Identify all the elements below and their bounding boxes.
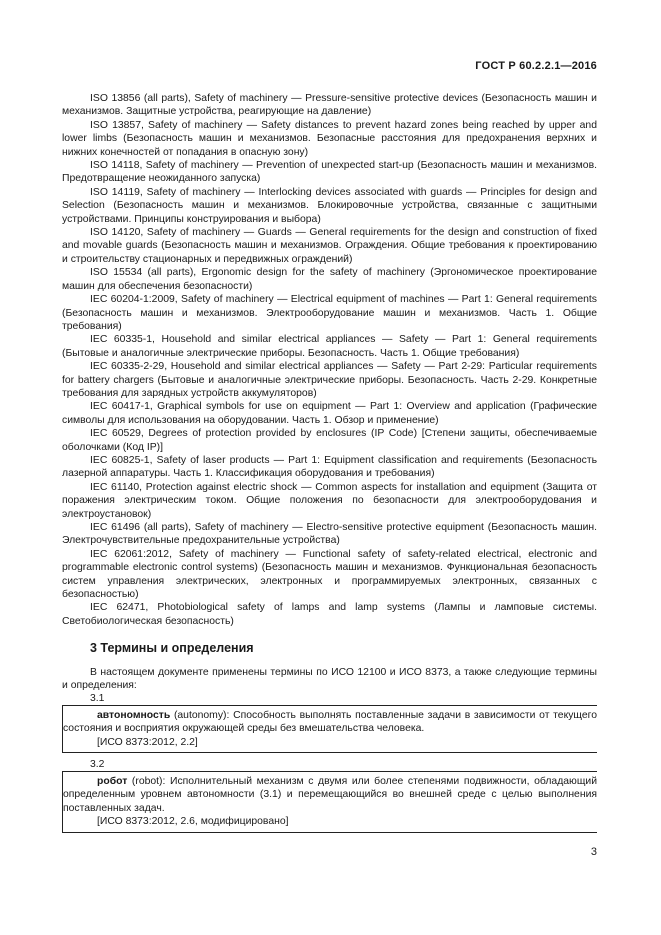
reference-item: IEC 60204-1:2009, Safety of machinery — Electrical equipment of machines — Part 1: General requirements (Безопасность машин и механизмов. Электрооборудование машин и механизмов. Часть 1. Общие требования) (62, 294, 597, 332)
term-definition (63, 709, 597, 736)
reference-item: IEC 60335-1, Household and similar electrical appliances — Safety — Part 1: General requirements (Бытовые и аналогичные электрические приборы. Безопасность. Часть 1. Общие требования) (62, 334, 597, 359)
reference-item: ISO 13857, Safety of machinery — Safety distances to prevent hazard zones being reached by upper and lower limbs (Безопасность машин и механизмов. Безопасные расстояния для предохранения верхних и нижних конечностей от попадания в опасную зону) (62, 119, 597, 158)
normative-references-list (62, 92, 597, 628)
term-name: автономность (97, 710, 171, 721)
reference-item: IEC 61140, Protection against electric shock — Common aspects for installation and equipment (Защита от поражения электрическим током. Общие положения по безопасности для электрооборудования и электроустановок) (62, 481, 597, 520)
term-definition (63, 775, 597, 815)
term-number: 3.2 (90, 759, 105, 770)
term-number: 3.1 (90, 693, 105, 704)
term-entry (62, 758, 597, 833)
reference-item: ISO 13856 (all parts), Safety of machinery — Pressure-sensitive protective devices (Безопасность машин и механизмов. Защитные устройства, реагирующие на давление) (62, 93, 597, 118)
reference-item: IEC 60825-1, Safety of laser products — Part 1: Equipment classification and requirements (Безопасность лазерной аппаратуры. Часть 1. Классификация оборудования и требования) (62, 454, 597, 480)
term-entry (62, 692, 597, 753)
reference-item: IEC 60529, Degrees of protection provided by enclosures (IP Code) [Степени защиты, обеспечиваемые оболочками (Код IP)] (62, 428, 597, 453)
reference-item: ISO 14119, Safety of machinery — Interlocking devices associated with guards — Principles for design and Selection (Безопасность машин и механизмов. Блокировочные устройства, связанные с защитными устройствами. Принципы конструирования и выбора) (62, 186, 597, 225)
section-intro (62, 666, 597, 693)
reference-item: IEC 62471, Photobiological safety of lamps and lamp systems (Лампы и ламповые системы. Светобиологическая безопасность) (62, 602, 597, 627)
reference-item: IEC 62061:2012, Safety of machinery — Functional safety of safety-related electrical, electronic and programmable electronic control systems) (Безопасность машин и механизмов. Функциональная безопасность систем управления электрических, электронных и программируемых электронных, связанных с безопасностью) (62, 548, 597, 601)
term-box (62, 771, 597, 833)
reference-item: ISO 14120, Safety of machinery — Guards — General requirements for the design and construction of fixed and movable guards (Безопасность машин и механизмов. Ограждения. Общие требования к проектированию и строительству стационарных и передвижных ограждений) (62, 227, 597, 265)
reference-item: ISO 15534 (all parts), Ergonomic design for the safety of machinery (Эргономическое проектирование машин для обеспечения безопасности) (62, 267, 597, 292)
term-definition-text: (robot): Исполнительный механизм с двумя или более степенями подвижности, обладающий определенным уровнем автономности (3.1) и перемещающийся во внешней среде с целью выполнения поставленных задач. (63, 776, 597, 814)
page-number: 3 (590, 846, 597, 858)
term-definition-text: (autonomy): Способность выполнять поставленные задачи в зависимости от текущего состояния и восприятия окружающей среды без вмешательства человека. (63, 710, 597, 735)
reference-item: IEC 60335-2-29, Household and similar electrical appliances — Safety — Part 2-29: Particular requirements for battery chargers (Бытовые и аналогичные электрические приборы. Безопасность. Часть 2-29. Конкретные требования для зарядных устройств аккумуляторов) (62, 361, 597, 399)
section-title: 3 Термины и определения (90, 641, 254, 655)
reference-item: ISO 14118, Safety of machinery — Prevention of unexpected start-up (Безопасность машин и механизмов. Предотвращение неожиданного запуска) (62, 160, 597, 185)
term-source: [ИСО 8373:2012, 2.2] (97, 736, 198, 748)
document-id: ГОСТ Р 60.2.2.1—2016 (475, 60, 597, 72)
intro-paragraph: В настоящем документе применены термины по ИСО 12100 и ИСО 8373, а также следующие термины и определения: (62, 667, 597, 692)
reference-item: IEC 60417-1, Graphical symbols for use on equipment — Part 1: Overview and application (Графические символы для использования на оборудовании. Часть 1. Обзор и применение) (62, 401, 597, 426)
reference-item: IEC 61496 (all parts), Safety of machinery — Electro-sensitive protective equipment (Безопасность машин. Электрочувствительные предохранительные устройства) (62, 522, 597, 547)
term-box (62, 705, 597, 753)
term-name: робот (97, 776, 128, 787)
term-source: [ИСО 8373:2012, 2.6, модифицировано] (97, 816, 289, 828)
